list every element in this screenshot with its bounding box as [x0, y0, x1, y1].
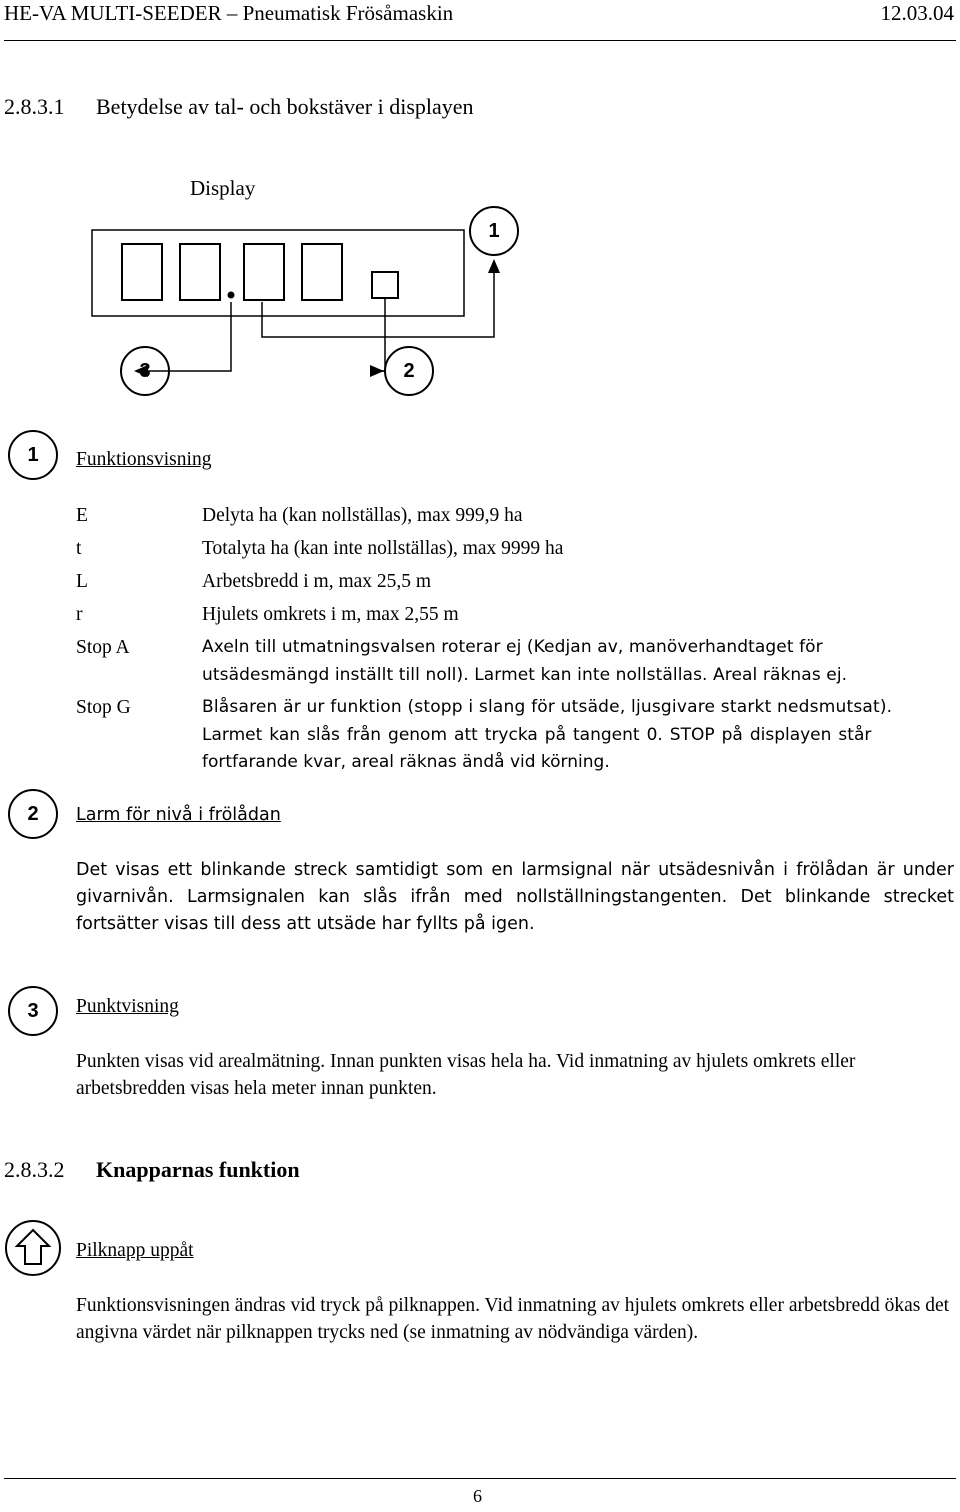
term-e: E	[76, 505, 88, 526]
display-frame	[92, 230, 464, 316]
pilknapp-text: Funktionsvisningen ändras vid tryck på pilknappen. Vid inmatning av hjulets omkrets eller arbetsbredd ökas det angivna värdet när pilknappen trycks ned (se inmatning av nödvändiga värden).	[76, 1295, 950, 1343]
marker-1-diagram: 1	[469, 206, 519, 256]
section-number: 2.8.3.1	[4, 94, 65, 119]
larm-text: Det visas ett blinkande streck samtidigt som en larmsignal när utsädesnivån i frölådan är under givarnivån. Larmsignalen kan slås ifrån med nollställningstangenten. Det blinkande strecket fortsätter visas till dess att utsäde har fyllts på igen.	[76, 860, 954, 934]
arrow-up-icon	[5, 1220, 65, 1280]
page-number: 6	[473, 1486, 482, 1506]
marker-2-diagram: 2	[384, 346, 434, 396]
desc-l: Arbetsbredd i m, max 25,5 m	[202, 571, 432, 592]
term-l: L	[76, 571, 88, 592]
document-header-title: HE-VA MULTI-SEEDER – Pneumatisk Frösåmaskin	[4, 1, 454, 25]
desc-stop-a-line1: Axeln till utmatningsvalsen roterar ej (Kedjan av, manöverhandtaget för	[202, 637, 823, 657]
marker-1: 1	[8, 430, 58, 480]
display-label: Display	[190, 176, 256, 200]
decimal-dot	[228, 292, 235, 299]
marker-3-diagram: 3	[120, 346, 170, 396]
section-title: Betydelse av tal- och bokstäver i displayen	[96, 94, 474, 119]
footer-rule	[4, 1478, 956, 1479]
desc-r: Hjulets omkrets i m, max 2,55 m	[202, 604, 459, 625]
digit-window-1	[122, 244, 162, 300]
punktvisning-title: Punktvisning	[76, 996, 179, 1017]
desc-e: Delyta ha (kan nollställas), max 999,9 ha	[202, 505, 523, 526]
desc-stop-a-line2: utsädesmängd inställt till noll). Larmet kan inte nollställas. Areal räknas ej.	[202, 665, 848, 685]
digit-window-3	[244, 244, 284, 300]
term-r: r	[76, 604, 83, 625]
section-heading-2832	[4, 1157, 300, 1183]
marker-3: 3	[8, 986, 58, 1036]
digit-window-2	[180, 244, 220, 300]
larm-title: Larm för nivå i frölådan	[76, 805, 281, 825]
funktionsvisning-title: Funktionsvisning	[76, 449, 212, 470]
indicator-window	[372, 272, 398, 298]
term-t: t	[76, 538, 82, 559]
term-stop-a: Stop A	[76, 637, 130, 658]
section-title: Knapparnas funktion	[96, 1157, 300, 1182]
term-stop-g: Stop G	[76, 697, 131, 718]
punktvisning-text: Punkten visas vid arealmätning. Innan punkten visas hela ha. Vid inmatning av hjulets omkrets eller arbetsbredden visas hela meter innan punkten.	[76, 1051, 856, 1099]
digit-window-4	[302, 244, 342, 300]
marker-2: 2	[8, 789, 58, 839]
section-number: 2.8.3.2	[4, 1157, 65, 1182]
desc-stop-g-line1: Blåsaren är ur funktion (stopp i slang för utsäde, ljusgivare starkt nedsmutsat).	[202, 697, 893, 717]
desc-stop-g-line3: fortfarande kvar, areal räknas ändå vid körning.	[202, 752, 610, 772]
desc-stop-g-line2: Larmet kan slås från genom att trycka på tangent 0. STOP på displayen står	[202, 725, 872, 745]
document-header-date: 12.03.04	[880, 1, 954, 25]
pilknapp-title: Pilknapp uppåt	[76, 1240, 194, 1261]
desc-t: Totalyta ha (kan inte nollställas), max 9999 ha	[202, 538, 564, 559]
